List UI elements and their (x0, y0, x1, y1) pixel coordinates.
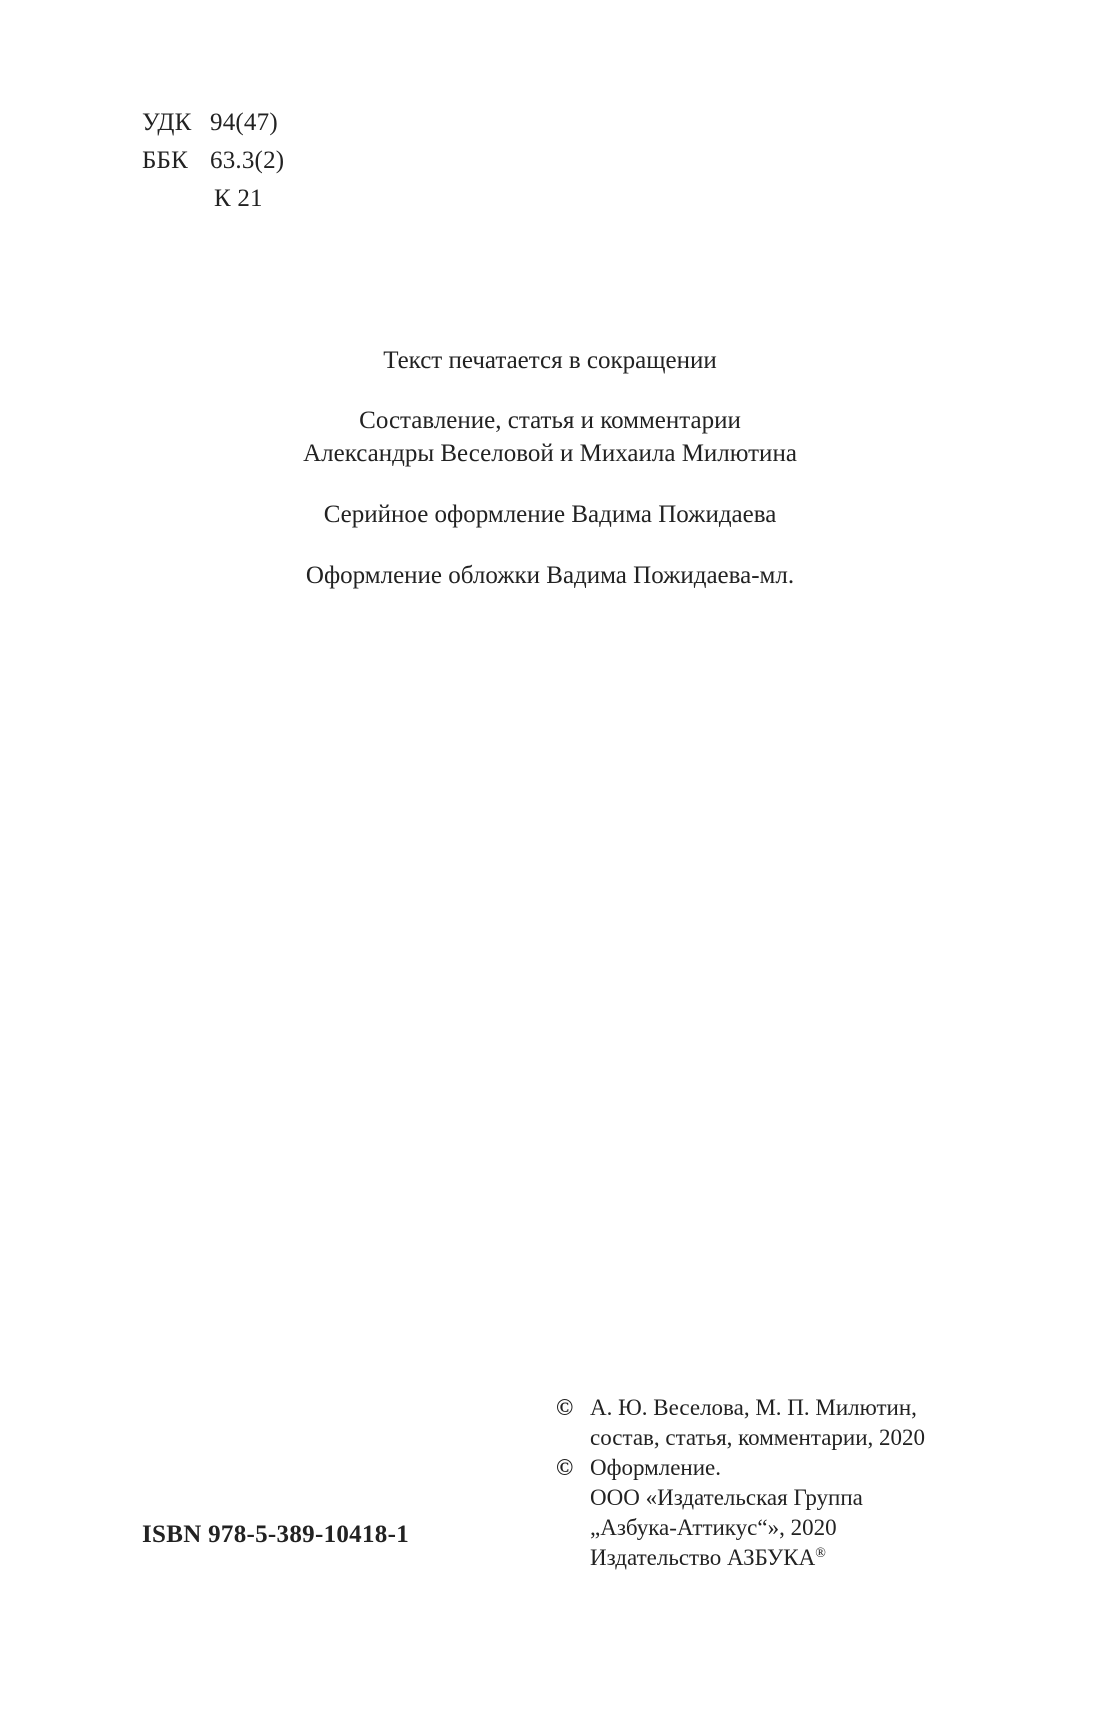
copyright-entry-authors (556, 1393, 925, 1453)
bbk-row (142, 142, 284, 180)
author-mark: К 21 (214, 185, 263, 212)
compilation-line-1: Составление, статья и комментарии (359, 407, 741, 434)
publisher-name-line (590, 1543, 925, 1573)
copyright-block (556, 1393, 925, 1573)
copyright-line: А. Ю. Веселова, М. П. Милютин, (590, 1395, 917, 1420)
copyright-entry-publisher (556, 1453, 925, 1573)
copyright-icon: © (556, 1395, 574, 1420)
cover-design-credit: Оформление обложки Вадима Пожидаева-мл. (305, 562, 795, 589)
copyright-line: Оформление. (590, 1455, 721, 1480)
udk-label: УДК (142, 109, 192, 136)
bbk-label: ББК (142, 147, 188, 174)
copyright-line: „Азбука-Аттикус“», 2020 (590, 1515, 837, 1540)
udk-value: 94(47) (210, 109, 278, 136)
registered-trademark-icon: ® (815, 1546, 826, 1561)
compilation-credit (0, 404, 1100, 470)
copyright-line: ООО «Издательская Группа (590, 1485, 863, 1510)
copyright-line: состав, статья, комментарии, 2020 (590, 1425, 926, 1450)
abridged-note: Текст печатается в сокращении (383, 347, 717, 374)
copyright-icon: © (556, 1455, 574, 1480)
series-design-credit: Серийное оформление Вадима Пожидаева (323, 501, 777, 528)
isbn: ISBN 978-5-389-10418-1 (142, 1521, 410, 1548)
compilation-line-2: Александры Веселовой и Михаила Милютина (303, 440, 797, 467)
udk-row (142, 104, 284, 142)
bbk-value: 63.3(2) (210, 147, 285, 174)
classification-codes (142, 104, 284, 218)
publisher-name: Издательство АЗБУКА (590, 1545, 816, 1570)
